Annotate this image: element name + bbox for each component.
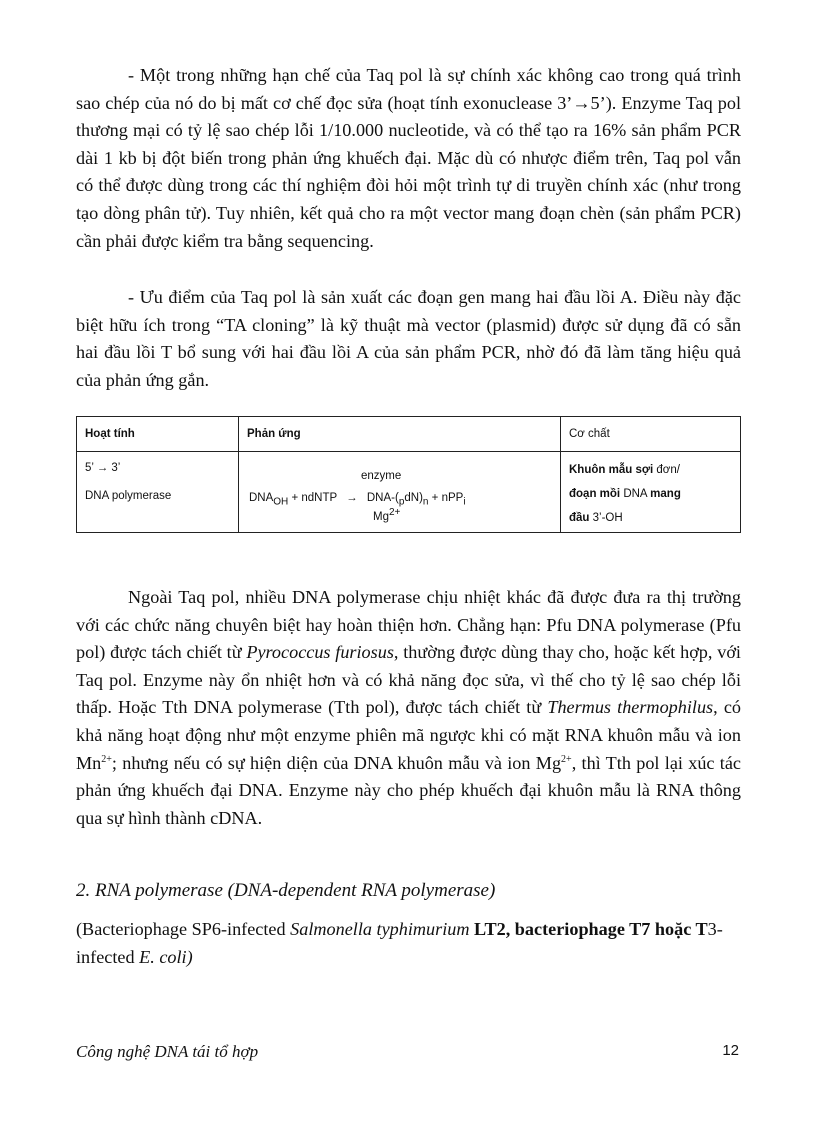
mg-charge-text: 2+ [561, 753, 572, 765]
reaction-cell [239, 452, 561, 533]
page-footer [76, 1042, 741, 1062]
activity-name: DNA polymerase [85, 490, 172, 502]
eq-plus-ndntp: + ndNTP [288, 492, 341, 504]
para3-part2: , thường được dùng thay cho, hoặc kết hợp, với Taq pol. Enzyme này ổn nhiệt hơn và có khả năng đọc sửa, vì thế cho tỷ lệ sao chép lỗi thấp. Hoặc Tth DNA polymerase (Tth pol), được tách chiết từ [76, 642, 741, 718]
thermus-name: Thermus thermophilus [547, 697, 714, 718]
para3-part5: , thì Tth pol lại xúc tác phản ứng khuếch đại DNA. Enzyme này cho phép khuếch đại khuôn mẫu là RNA thông qua sự hình thành cDNA. [76, 752, 741, 828]
para3-part1: Ngoài Taq pol, nhiều DNA polymerase chịu nhiệt khác đã được đưa ra thị trường với các chức năng chuyên biệt hay hoàn thiện hơn. Chẳng hạn: Pfu DNA polymerase (Pfu pol) được tách chiết từ [76, 587, 741, 663]
table-row [77, 452, 741, 533]
ecoli-name: E. coli) [139, 946, 193, 967]
page-number: 12 [722, 1042, 739, 1059]
activity-direction: 5’ → 3’ [85, 462, 121, 474]
eq-oh: OH [273, 496, 289, 508]
pyrococcus-name: Pyrococcus furiosus [246, 642, 394, 663]
polymerase-activity-table [76, 416, 741, 533]
section-heading: 2. RNA polymerase (DNA-dependent RNA polymerase) [76, 880, 496, 901]
eq-p: p [398, 496, 405, 508]
mg-charge: 2+ [388, 507, 401, 519]
paragraph-taq-advantage: - Ưu điểm của Taq pol là sản xuất các đoạn gen mang hai đầu lồi A. Điều này đặc biệt hữu ích trong “TA cloning” là kỹ thuật mà vector (plasmid) được sử dụng đã có sẵn hai đầu lồi T bổ sung với hai đầu lồi A của sản phẩm PCR, nhờ đó đã làm tăng hiệu quả của phản ứng gắn. [76, 287, 741, 390]
paragraph-other-polymerases [76, 584, 741, 832]
table-header-row [77, 417, 741, 452]
para3-part4: ; nhưng nếu có sự hiện diện của DNA khuôn mẫu và ion Mg [111, 752, 562, 773]
substrate-cell [561, 452, 741, 533]
substrate-b3: mang [650, 488, 681, 500]
eq-dna: DNA [249, 492, 274, 504]
eq-dna-product: DNA-( [363, 492, 399, 504]
section-subtitle [76, 916, 741, 971]
activity-cell [77, 452, 239, 533]
para1-part2: 5’). Enzyme Taq pol thương mại có tỷ lệ sao chép lỗi 1/10.000 nucleotide, và có thể tạo ra 16% sản phẩm PCR dài 1 kb bị đột biến trong phản ứng khuếch đại. Mặc dù có nhược điểm trên, Taq pol vẫn có thể được dùng trong các thí nghiệm đòi hỏi một trình tự di truyền chính xác (như trong tạo dòng phân tử). Tuy nhiên, kết quả cho ra một vector mang đoạn chèn (sản phẩm PCR) cần phải được kiểm tra bằng sequencing. [76, 92, 741, 251]
eq-n: n [422, 496, 429, 508]
header-reaction: Phản ứng [239, 417, 561, 452]
header-activity: Hoạt tính [77, 417, 239, 452]
substrate-t2: DNA [620, 488, 651, 500]
subtitle-part-a: (Bacteriophage SP6-infected [76, 919, 291, 939]
equation-line [249, 492, 466, 508]
reaction-equation [247, 452, 552, 532]
salmonella-name: Salmonella typhimurium [290, 919, 470, 939]
eq-arrow: → [346, 492, 358, 504]
substrate-b2: đoạn mồi [569, 488, 621, 500]
eq-plus-npp: + nPP [428, 492, 464, 504]
substrate-text [569, 458, 732, 530]
subtitle-part-c: 3-infected [76, 919, 723, 967]
enzyme-label: enzyme [361, 470, 402, 482]
substrate-t1: đơn/ [653, 464, 680, 476]
mg-symbol: Mg [373, 511, 389, 523]
substrate-b4: đầu [569, 512, 590, 524]
header-substrate: Cơ chất [561, 417, 741, 452]
paragraph-taq-limitation [76, 62, 741, 255]
arrow-symbol: → [572, 92, 591, 113]
eq-dn: dN) [404, 492, 423, 504]
para3-part3: , có khả năng hoạt động như một enzyme phiên mã ngược khi có mặt RNA khuôn mẫu và ion Mn [76, 697, 741, 773]
substrate-t3: 3’-OH [589, 512, 623, 524]
mn-charge: 2+ [101, 753, 112, 765]
cofactor-label [373, 507, 401, 523]
footer-title: Công nghệ DNA tái tổ hợp [76, 1042, 259, 1061]
subtitle-part-b: LT2, bacteriophage T7 hoặc T [469, 919, 708, 939]
para1-part1: - Một trong những hạn chế của Taq pol là sự chính xác không cao trong quá trình sao chép của nó do bị mất cơ chế đọc sửa (hoạt tính exonuclease 3’ [76, 65, 741, 113]
eq-i: i [463, 496, 466, 508]
substrate-b1: Khuôn mẫu sợi [569, 464, 654, 476]
